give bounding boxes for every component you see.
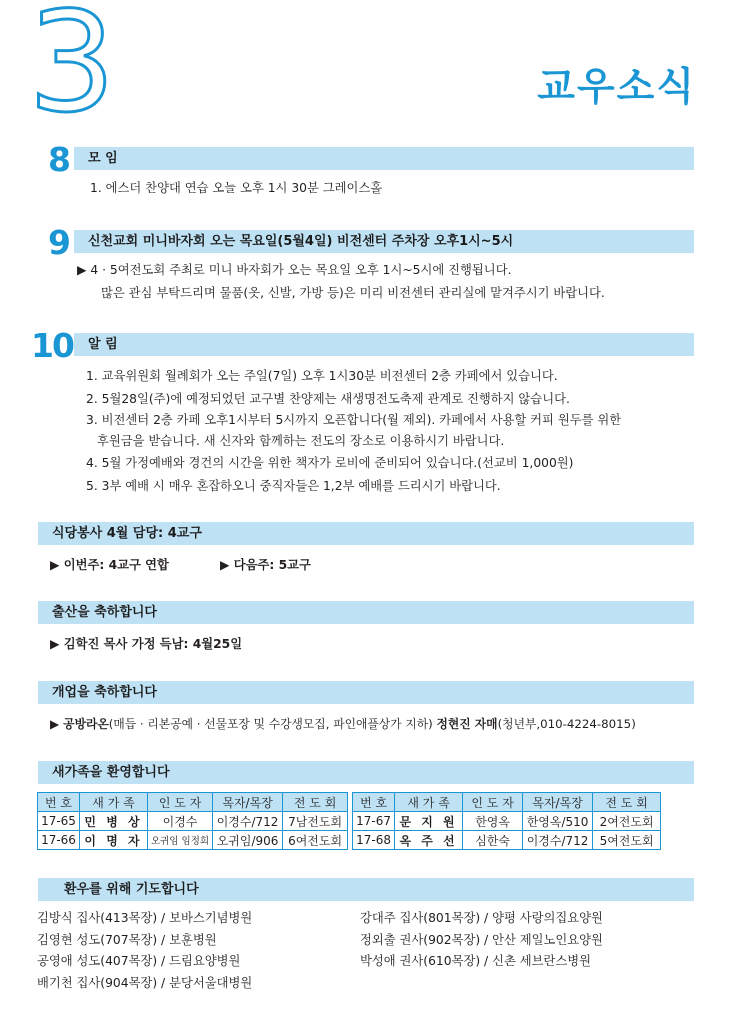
meal-this-week: ▶ 이번주: 4교구 연합 (50, 558, 169, 572)
header-guide: 인 도 자 (463, 793, 523, 812)
cell-number: 17-65 (38, 812, 80, 831)
header-newcomer: 새 가 족 (395, 793, 463, 812)
cell-mission: 7남전도회 (283, 812, 348, 831)
cell-guide: 심한숙 (463, 831, 523, 850)
cell-shepherd: 이경수/712 (213, 812, 283, 831)
cell-number: 17-66 (38, 831, 80, 850)
section-8-title-bar (74, 147, 694, 170)
section-9-title-bar (74, 230, 694, 253)
meal-title: 식당봉사 4월 담당: 4교구 (52, 526, 202, 541)
table-row (38, 831, 661, 850)
page-number (26, 2, 122, 118)
cell-mission: 6여전도회 (283, 831, 348, 850)
section-9-title: 신천교회 미니바자회 오는 목요일(5월4일) 비전센터 주차장 오후1시~5시 (88, 234, 514, 249)
business-line (50, 716, 636, 732)
section-10-title-bar (74, 333, 694, 356)
cell-number: 17-67 (353, 812, 395, 831)
cell-guide: 오귀임 임정희 (148, 831, 213, 850)
birth-line: ▶ 김학진 목사 가정 득남: 4월25일 (50, 637, 243, 651)
cell-shepherd: 오귀임/906 (213, 831, 283, 850)
prayer-item: 공영애 성도(407목장) / 드림요양병원 (37, 954, 241, 968)
business-title-bar (38, 681, 694, 704)
prayer-item: 정외출 권사(902목장) / 안산 제일노인요양원 (360, 933, 603, 947)
prayer-item: 김영현 성도(707목장) / 보훈병원 (37, 933, 217, 947)
header-guide: 인 도 자 (148, 793, 213, 812)
header-number: 번 호 (353, 793, 395, 812)
business-title: 개업을 축하합니다 (52, 685, 157, 700)
newcomers-table (37, 792, 661, 850)
prayer-item: 강대주 집사(801목장) / 양평 사랑의집요양원 (360, 911, 603, 925)
cell-shepherd: 이경수/712 (523, 831, 593, 850)
prayer-item: 박성애 권사(610목장) / 신촌 세브란스병원 (360, 954, 592, 968)
section-10-line: 3. 비전센터 2층 카페 오후1시부터 5시까지 오픈합니다(월 제외). 카페에서 사용할 커피 원두를 위한 (86, 413, 622, 427)
header-shepherd: 목자/목장 (213, 793, 283, 812)
cell-newcomer: 민 병 상 (80, 812, 148, 831)
cell-guide: 이경수 (148, 812, 213, 831)
section-9-number: 9 (48, 223, 69, 262)
meal-title-bar (38, 522, 694, 545)
section-10-line: 2. 5월28일(주)에 예정되었던 교구별 찬양제는 새생명전도축제 관계로 진행하지 않습니다. (86, 392, 570, 406)
section-10-line: 후원금을 받습니다. 새 신자와 함께하는 전도의 장소로 이용하시기 바랍니다. (97, 434, 505, 448)
prayer-title: 환우를 위해 기도합니다 (64, 882, 199, 897)
birth-title-bar (38, 601, 694, 624)
cell-mission: 5여전도회 (593, 831, 661, 850)
birth-title: 출산을 축하합니다 (52, 605, 157, 620)
cell-guide: 한영옥 (463, 812, 523, 831)
business-desc: (매듭 · 리본공예 · 선물포장 및 수강생모집, 파인애플상가 지하) (108, 717, 437, 731)
section-10-line: 1. 교육위원회 월례회가 오는 주일(7일) 오후 1시30분 비전센터 2층 카페에서 있습니다. (86, 369, 558, 383)
section-10-line: 4. 5월 가정예배와 경건의 시간을 위한 책자가 로비에 준비되어 있습니다.(선교비 1,000원) (86, 456, 574, 470)
cell-newcomer: 문 지 원 (395, 812, 463, 831)
cell-number: 17-68 (353, 831, 395, 850)
prayer-item: 김방식 집사(413목장) / 보바스기념병원 (37, 911, 253, 925)
page-number-graphic (26, 2, 122, 118)
cell-newcomer: 옥 주 선 (395, 831, 463, 850)
table-row (38, 812, 661, 831)
header-shepherd: 목자/목장 (523, 793, 593, 812)
section-9-line: 많은 관심 부탁드리며 물품(옷, 신발, 가방 등)은 미리 비전센터 관리실에 맡겨주시기 바랍니다. (101, 286, 605, 300)
section-8-item: 1. 에스더 찬양대 연습 오늘 오후 1시 30분 그레이스홀 (90, 181, 383, 195)
business-owner: 정현진 자매 (436, 717, 498, 731)
section-8-title: 모 임 (88, 151, 118, 166)
meal-next-week: ▶ 다음주: 5교구 (220, 558, 311, 572)
header-number: 번 호 (38, 793, 80, 812)
cell-mission: 2여전도회 (593, 812, 661, 831)
section-9-line: ▶ 4 · 5여전도회 주최로 미니 바자회가 오는 목요일 오후 1시~5시에 진행됩니다. (77, 263, 512, 277)
page-title: 교우소식 (537, 65, 696, 110)
newcomers-title-bar (38, 761, 694, 784)
newcomers-title: 새가족을 환영합니다 (52, 765, 170, 780)
section-10-number: 10 (31, 326, 73, 365)
business-name: ▶ 공방라온 (50, 717, 109, 731)
header-mission: 전 도 회 (593, 793, 661, 812)
section-10-line: 5. 3부 예배 시 매우 혼잡하오니 중직자들은 1,2부 예배를 드리시기 바랍니다. (86, 479, 501, 493)
cell-newcomer: 이 명 자 (80, 831, 148, 850)
table-header-row (38, 793, 661, 812)
section-8-number: 8 (48, 140, 69, 179)
business-contact: (청년부,010-4224-8015) (497, 717, 636, 731)
section-10-title: 알 림 (88, 337, 118, 352)
svg-text:3: 3 (28, 2, 116, 118)
cell-shepherd: 한영옥/510 (523, 812, 593, 831)
header-mission: 전 도 회 (283, 793, 348, 812)
prayer-item: 배기천 집사(904목장) / 분당서울대병원 (37, 976, 253, 990)
header-newcomer: 새 가 족 (80, 793, 148, 812)
prayer-title-bar (38, 878, 694, 901)
